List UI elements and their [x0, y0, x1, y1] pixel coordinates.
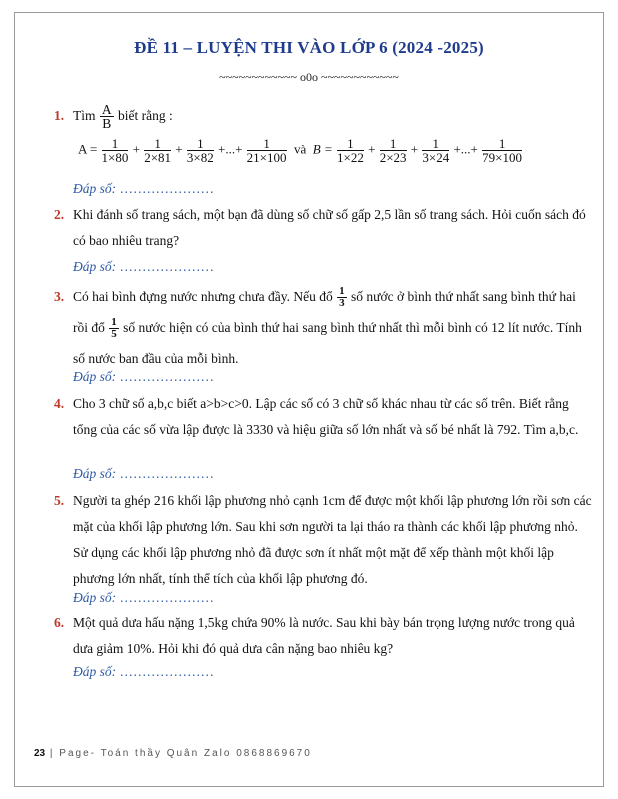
fraction: $\frac{1}{21\times 100}$	[246, 136, 287, 165]
fraction-one-third: $\frac{1}{3}$	[339, 285, 345, 310]
question-number: 5.	[54, 493, 65, 508]
question-text: Người ta ghép 216 khối lập phương nhỏ cạnh 1cm để được một khối lập phương lớn rồi sơn các mặt của khối lập phương lớn. Sau khi sơn người ta lại tháo ra thành các khối lập phương nhỏ. Sử dụng các khối lập phương nhỏ đã được sơn ít nhất một mặt để xếp thành một khối lập phương lớn nhất, tính thể tích của khối lập phương đó.	[73, 493, 592, 586]
question-number: 6.	[54, 615, 65, 630]
question-4	[54, 391, 594, 443]
fraction: $\frac{1}{2\times 23}$	[379, 136, 407, 165]
question-number: 1.	[54, 108, 65, 123]
question-text: Có hai bình đựng nước nhưng chưa đầy. Nếu đổ $\frac{1}{3}$ số nước ở bình thứ nhất sang bình thứ hai rồi đổ $\frac{1}{5}$ số nước hiện có của bình thứ hai sang bình thứ nhất thì mỗi bình có 12 lít nước. Tính số nước ban đầu của mỗi bình.	[73, 285, 582, 366]
fraction: $\frac{1}{2\times 81}$	[144, 136, 172, 165]
fraction-a-over-b: $\frac{A}{B}$	[101, 102, 112, 132]
question-text: Cho 3 chữ số a,b,c biết a>b>c>0. Lập các số có 3 chữ số khác nhau từ các số trên. Biết rằng tổng của các số vừa lập được là 3330 và hiệu giữa số lớn nhất và số bé nhất là 792. Tìm a,b,c.	[73, 396, 579, 437]
answer-line-6: Đáp số: …………………	[73, 664, 214, 679]
answer-line-1: Đáp số: …………………	[73, 181, 214, 196]
question-1	[54, 103, 594, 130]
question-text: biết rằng :	[118, 108, 173, 123]
question-number: 4.	[54, 396, 65, 411]
fraction-one-fifth: $\frac{1}{5}$	[111, 316, 117, 341]
page-number: 23	[34, 748, 46, 759]
fraction: $\frac{1}{1\times 22}$	[337, 136, 364, 165]
question-number: 3.	[54, 289, 65, 304]
fraction: $\frac{1}{79\times 100}$	[482, 136, 522, 165]
footer-text: Page- Toán thầy Quân Zalo 0868869670	[59, 748, 312, 759]
question-text: Tìm	[73, 108, 96, 123]
fraction: $\frac{1}{3\times 24}$	[422, 136, 450, 165]
question-3	[54, 281, 594, 374]
answer-line-2: Đáp số: …………………	[73, 259, 214, 274]
footer-separator: |	[49, 748, 55, 759]
question-2	[54, 202, 594, 254]
question-text: Khi đánh số trang sách, một bạn đã dùng số chữ số gấp 2,5 lần số trang sách. Hỏi cuốn sách đó có bao nhiêu trang?	[73, 207, 586, 248]
page-title: ĐỀ 11 – LUYỆN THI VÀO LỚP 6 (2024 -2025)	[134, 38, 484, 57]
answer-line-4: Đáp số: …………………	[73, 466, 214, 481]
title-separator: ~~~~~~~~~~~~ o0o ~~~~~~~~~~~~	[219, 70, 399, 84]
fraction: $\frac{1}{3\times 82}$	[186, 136, 214, 165]
formula-a-b: A = $\frac{1}{1\times 80}$ + $\frac{1}{2\times 81}$ + $\frac{1}{3\times 82}$ +...+ $\frac{1}{21\times 100}$ và B = $\frac{1}{1\times 22}$ + $\frac{1}{2\times 23}$ + $\frac{1}{3\times 24}$ +...+ $\frac{1}{79\times 100}$	[78, 136, 522, 165]
answer-line-5: Đáp số: …………………	[73, 590, 214, 605]
fraction: $\frac{1}{1\times 80}$	[101, 136, 129, 165]
question-text: Một quả dưa hấu nặng 1,5kg chứa 90% là nước. Sau khi bày bán trọng lượng nước trong quả dưa giảm 10%. Hỏi khi đó quả dưa cân nặng bao nhiêu kg?	[73, 615, 575, 656]
answer-line-3: Đáp số: …………………	[73, 369, 214, 384]
question-number: 2.	[54, 207, 65, 222]
page-footer	[34, 748, 312, 759]
question-5	[54, 488, 594, 592]
question-6	[54, 610, 594, 662]
